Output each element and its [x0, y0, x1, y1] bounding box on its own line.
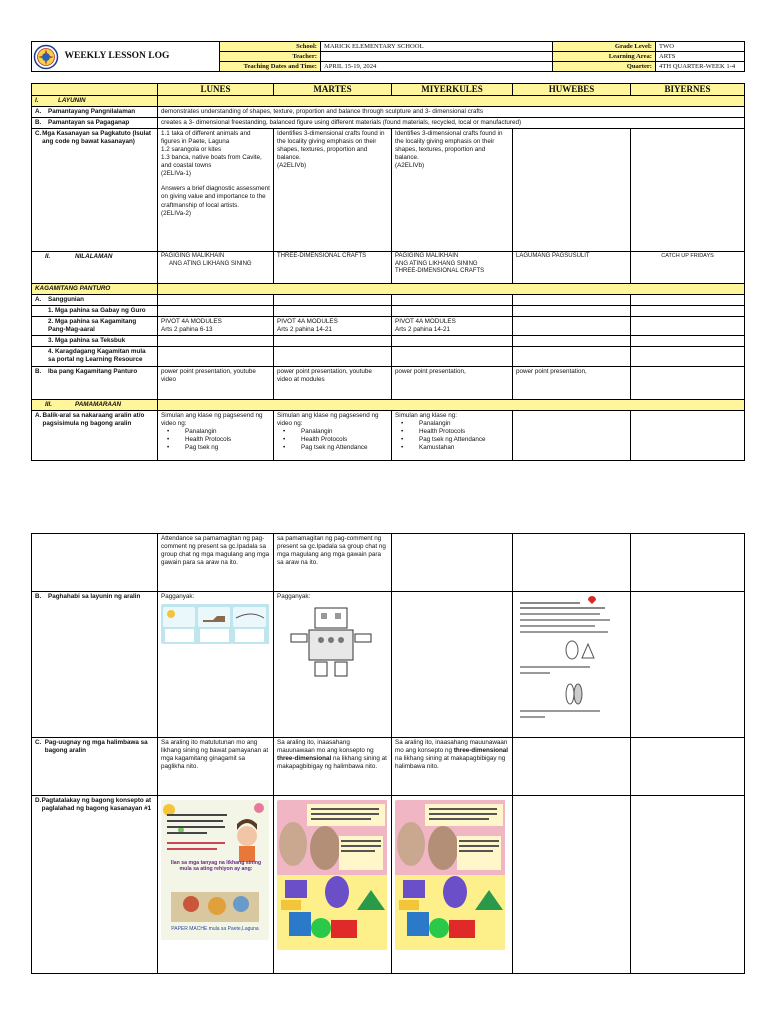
- teacher-label: Teacher:: [220, 52, 321, 62]
- area-value: ARTS: [656, 52, 745, 62]
- kagamitan-heading: KAGAMITANG PANTURO: [32, 284, 158, 295]
- kasanayan-lunes: 1.1 taka of different animals and figures in Paete, Laguna 1.2 sarangola or kites 1.3 banca, native boats from Cavite, and coastal towns (2ELIVa-1) Answers a brief diagnostic assessment on giving value and importance to the craftmanship of local artists. (2ELIVa-2): [158, 129, 274, 252]
- balik-aral-row: [32, 410, 745, 460]
- school-label: School:: [220, 42, 321, 52]
- nilalaman-martes: THREE-DIMENSIONAL CRAFTS: [274, 252, 392, 284]
- nilalaman-biyernes: CATCH UP FRIDAYS: [631, 252, 745, 284]
- lesson-log-table-page2: [31, 533, 745, 974]
- pag-uugnay-label: C. Pag-uugnay ng mga halimbawa sa bagong aralin: [32, 738, 158, 796]
- kasanayan-row: [32, 129, 745, 252]
- nilalaman-huwebes: LAGUMANG PAGSUSULIT: [513, 252, 631, 284]
- robot-image: [277, 604, 388, 680]
- continuation-martes: sa pamamagitan ng pag-comment ng present sa gc.Ipadala sa group chat ng mga magulang ang mga gawain para sa araw na ito.: [274, 534, 392, 592]
- kasanayan-martes: Identifies 3-dimensional crafts found in the locality giving emphasis on their shapes, textures, proportion and balance. (A2ELIVb): [274, 129, 392, 252]
- layunin-heading-row: [32, 96, 745, 107]
- worksheet-image: [516, 596, 627, 736]
- sanggunian-row: [32, 295, 745, 306]
- lesson-log-table: [31, 83, 745, 461]
- teacher-value: [321, 52, 553, 62]
- pagtatalakay-lunes: [158, 796, 274, 974]
- quarter-label: Quarter:: [553, 62, 656, 72]
- modules-martes: PIVOT 4A MODULES Arts 2 pahina 14-21: [274, 317, 392, 336]
- iba-kagamitan-martes: power point presentation, youtube video at modules: [274, 366, 392, 399]
- kagamitang-mag-aaral-label: 2. Mga pahina sa Kagamitang Pang-Mag-aaral: [32, 317, 158, 336]
- continuation-lunes: Attendance sa pamamagitan ng pag-comment ng present sa gc.Ipadala sa group chat ng mga magulang ang mga gawain para sa araw na ito.: [158, 534, 274, 592]
- pamantayan-pagaganap-row: [32, 118, 745, 129]
- page-title: WEEKLY LESSON LOG: [62, 42, 220, 72]
- days-header-row: [32, 84, 745, 96]
- pag-uugnay-martes: Sa araling ito, inaasahang mauunawaan mo ang konsepto ng three-dimensional na likhang sining at makapagbibigay ng halimbawa nito.: [274, 738, 392, 796]
- gabay-guro-label: 1. Mga pahina sa Gabay ng Guro: [32, 306, 158, 317]
- modules-lunes: PIVOT 4A MODULES Arts 2 pahina 6-13: [158, 317, 274, 336]
- kasanayan-miyerkules: Identifies 3-dimensional crafts found in the locality giving emphasis on their shapes, textures, proportion and balance. (A2ELIVb): [392, 129, 513, 252]
- pagtatalakay-martes: [274, 796, 392, 974]
- day-martes: MARTES: [274, 84, 392, 96]
- paper-mache-title: Ilan sa mga tanyag na likhang sining mula sa ating rehiyon ay ang:: [170, 860, 262, 873]
- pag-uugnay-miyerkules: Sa araling ito, inaasahang mauunawaan mo ang konsepto ng three-dimensional na likhang sining at makapagbibigay ng halimbawa nito.: [392, 738, 513, 796]
- pagtatalakay-row: [32, 796, 745, 974]
- dates-value: APRIL 15-19, 2024: [321, 62, 553, 72]
- day-biyernes: BIYERNES: [631, 84, 745, 96]
- balik-aral-label: A. Balik-aral sa nakaraang aralin at/o pagsisimula ng bagong aralin: [32, 410, 158, 460]
- paper-mache-slide: [161, 800, 269, 940]
- pamantayan-pagaganap-text: creates a 3- dimensional freestanding, balanced figure using different materials (found materials, recycled, local or manufactured): [158, 118, 745, 129]
- motivation-image-lunes: [161, 604, 270, 644]
- 3d-shapes-slide-miyerkules: [395, 800, 509, 950]
- quarter-value: 4TH QUARTER-WEEK 1-4: [656, 62, 745, 72]
- pamantayang-pangnilalaman-text: demonstrates understanding of shapes, texture, proportion and balance through sculpture and 3- dimensional crafts: [158, 107, 745, 118]
- paper-mache-caption: PAPER MACHE mula sa Paete,Laguna: [171, 926, 259, 932]
- pagtatalakay-miyerkules: [392, 796, 513, 974]
- paghahabi-label: B. Paghahabi sa layunin ng aralin: [32, 592, 158, 738]
- dates-label: Teaching Dates and Time:: [220, 62, 321, 72]
- pag-uugnay-row: [32, 738, 745, 796]
- balik-aral-miyerkules: Simulan ang klase ng: • Panalangin • Health Protocols • Pag tsek ng Attendance • Kamustahan: [392, 410, 513, 460]
- continuation-row: [32, 534, 745, 592]
- iba-kagamitan-miyerkules: power point presentation,: [392, 366, 513, 399]
- day-lunes: LUNES: [158, 84, 274, 96]
- kagamitang-mag-aaral-row: [32, 317, 745, 336]
- teksbuk-label: 3. Mga pahina sa Teksbuk: [32, 336, 158, 347]
- iba-kagamitan-lunes: power point presentation, youtube video: [158, 366, 274, 399]
- nilalaman-row: [32, 252, 745, 284]
- teksbuk-row: [32, 336, 745, 347]
- balik-aral-martes: Simulan ang klase ng pagsesend ng video ng: • Panalangin • Health Protocols • Pag tsek ng Attendance: [274, 410, 392, 460]
- pagtatalakay-label: D. Pagtatalakay ng bagong konsepto at paglalahad ng bagong kasanayan #1: [32, 796, 158, 974]
- pamantayan-pagaganap-label: B. Pamantayan sa Pagaganap: [32, 118, 158, 129]
- karagdagang-kagamitan-row: [32, 347, 745, 366]
- balik-aral-lunes: Simulan ang klase ng pagsesend ng video ng: • Panalangin • Health Protocols • Pag tsek ng: [158, 410, 274, 460]
- header-table: [31, 41, 745, 72]
- paghahabi-row: [32, 592, 745, 738]
- sanggunian-label: A. Sanggunian: [32, 295, 158, 306]
- modules-miyerkules: PIVOT 4A MODULES Arts 2 pahina 14-21: [392, 317, 513, 336]
- nilalaman-miyerkules: PAGIGING MALIKHAIN ANG ATING LIKHANG SINING THREE-DIMENSIONAL CRAFTS: [392, 252, 513, 284]
- pamamaraan-heading: III. PAMAMARAAN: [32, 399, 158, 410]
- kasanayan-biyernes: [631, 129, 745, 252]
- grade-value: TWO: [656, 42, 745, 52]
- kasanayan-label: C. Mga Kasanayan sa Pagkatuto (Isulat ang code ng bawat kasanayan): [32, 129, 158, 252]
- pamantayang-pangnilalaman-label: A. Pamantayang Pangnilalaman: [32, 107, 158, 118]
- iba-pang-kagamitan-label: B. Iba pang Kagamitang Panturo: [32, 366, 158, 399]
- corner-cell: [32, 84, 158, 96]
- paghahabi-huwebes: [513, 592, 631, 738]
- nilalaman-label: II. NILALAMAN: [32, 252, 158, 284]
- paghahabi-lunes: Pagganyak:: [158, 592, 274, 738]
- day-huwebes: HUWEBES: [513, 84, 631, 96]
- deped-seal: [32, 42, 62, 72]
- school-value: MARICK ELEMENTARY SCHOOL: [321, 42, 553, 52]
- grade-label: Grade Level:: [553, 42, 656, 52]
- pamamaraan-heading-row: [32, 399, 745, 410]
- nilalaman-lunes: PAGIGING MALIKHAIN ANG ATING LIKHANG SINING: [158, 252, 274, 284]
- karagdagang-kagamitan-label: 4. Karagdagang Kagamitan mula sa portal ng Learning Resource: [32, 347, 158, 366]
- area-label: Learning Area:: [553, 52, 656, 62]
- 3d-shapes-slide-martes: [277, 800, 388, 950]
- paghahabi-martes: Pagganyak:: [274, 592, 392, 738]
- pag-uugnay-lunes: Sa araling ito matututunan mo ang likhang sining ng bawat pamayanan at mga kagamitang ginagamit sa paglikha nito.: [158, 738, 274, 796]
- day-miyerkules: MIYERKULES: [392, 84, 513, 96]
- kasanayan-huwebes: [513, 129, 631, 252]
- kagamitan-heading-row: [32, 284, 745, 295]
- gabay-guro-row: [32, 306, 745, 317]
- pamantayang-pangnilalaman-row: [32, 107, 745, 118]
- layunin-heading: I. LAYUNIN: [32, 96, 158, 107]
- iba-pang-kagamitan-row: [32, 366, 745, 399]
- iba-kagamitan-huwebes: power point presentation,: [513, 366, 631, 399]
